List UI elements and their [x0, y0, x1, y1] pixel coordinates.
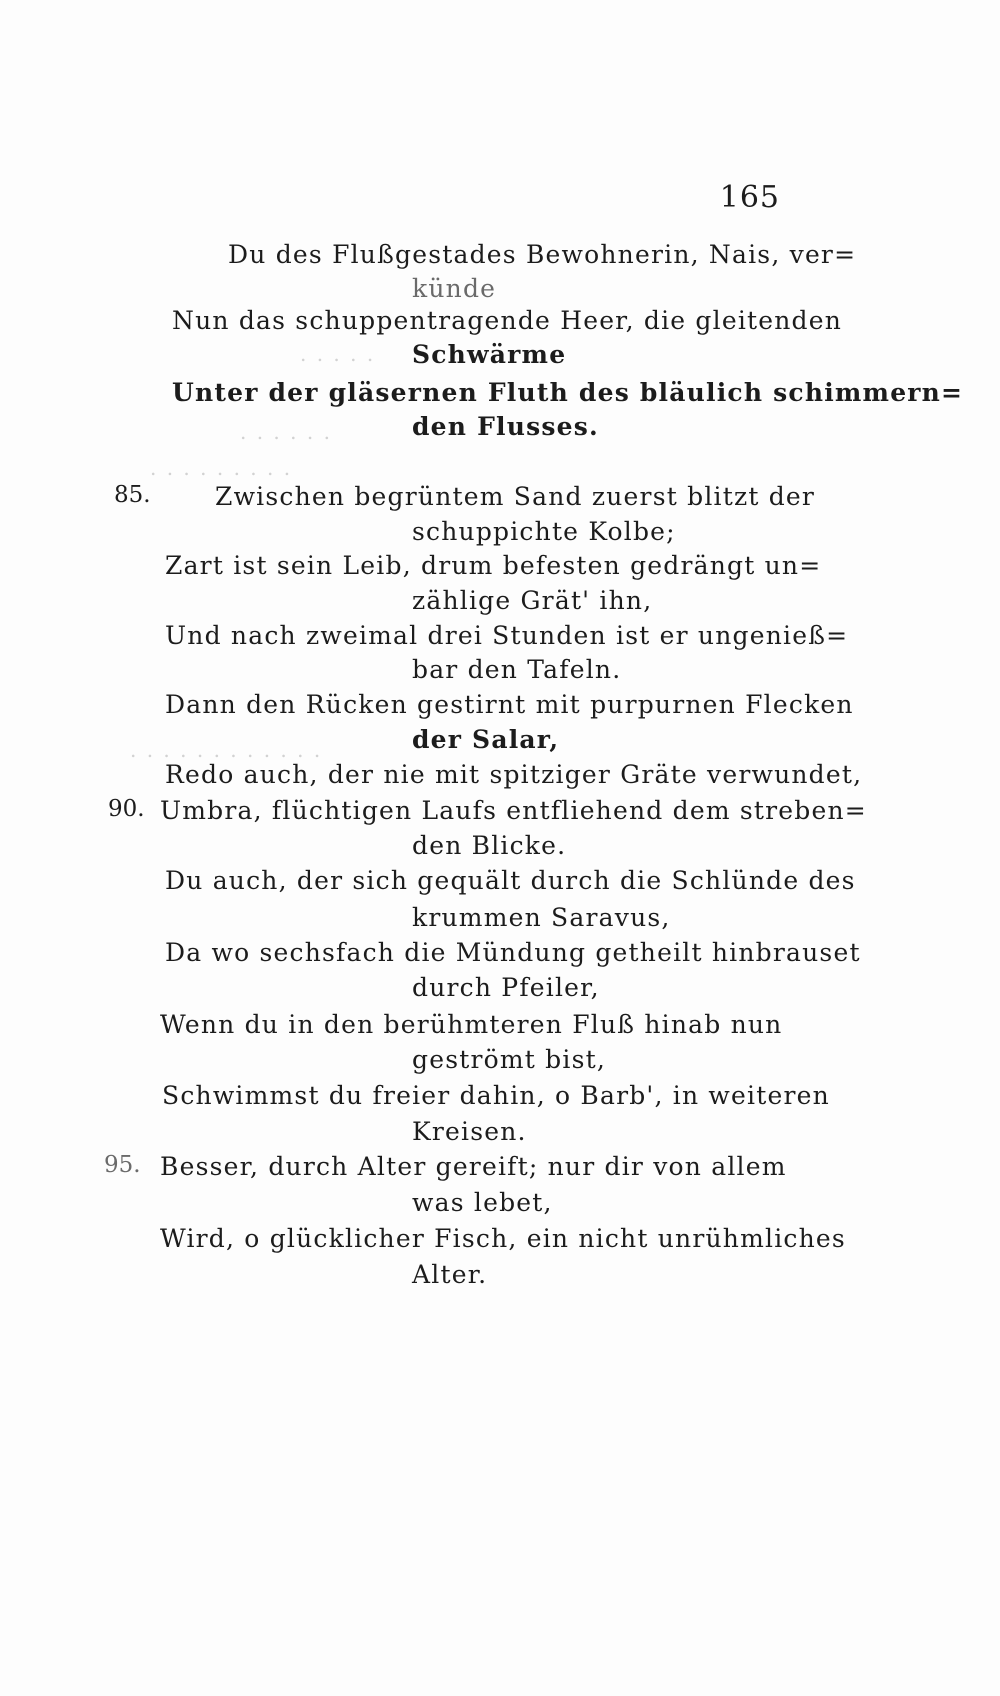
- verse-line: Umbra, flüchtigen Laufs entfliehend dem streben=: [160, 796, 867, 825]
- verse-line: was lebet,: [412, 1188, 553, 1217]
- verse-line: durch Pfeiler,: [412, 973, 600, 1002]
- bleed-through-mark: . . . . . . . . .: [150, 456, 293, 480]
- verse-line: krummen Saravus,: [412, 903, 671, 932]
- bleed-through-mark: . . . . . .: [240, 420, 332, 444]
- verse-line: Da wo sechsfach die Mündung getheilt hinbrauset: [165, 938, 861, 967]
- verse-line: künde: [412, 274, 497, 303]
- verse-line: Wird, o glücklicher Fisch, ein nicht unrühmliches: [160, 1224, 846, 1253]
- verse-line: Alter.: [412, 1260, 488, 1289]
- line-number: 95.: [104, 1152, 141, 1178]
- verse-line: bar den Tafeln.: [412, 655, 622, 684]
- verse-line: Du des Flußgestades Bewohnerin, Nais, ver=: [228, 240, 857, 269]
- verse-line: Besser, durch Alter gereift; nur dir von allem: [160, 1152, 787, 1181]
- verse-line: Schwärme: [412, 340, 567, 369]
- line-number: 85.: [114, 482, 151, 508]
- verse-line: Unter der gläsernen Fluth des bläulich schimmern=: [172, 378, 964, 407]
- page-number: 165: [719, 180, 780, 215]
- verse-line: geströmt bist,: [412, 1045, 606, 1074]
- verse-line: Nun das schuppentragende Heer, die gleitenden: [172, 306, 843, 335]
- verse-line: Dann den Rücken gestirnt mit purpurnen Flecken: [165, 690, 854, 719]
- verse-line: den Flusses.: [412, 412, 599, 441]
- verse-line: schuppichte Kolbe;: [412, 517, 676, 546]
- verse-line: den Blicke.: [412, 831, 567, 860]
- verse-line: Zart ist sein Leib, drum befesten gedrängt un=: [165, 551, 822, 580]
- bleed-through-mark: . . . . . . . . . . . .: [130, 738, 323, 762]
- verse-line: zählige Grät' ihn,: [412, 586, 653, 615]
- verse-line: Und nach zweimal drei Stunden ist er ungenieß=: [165, 621, 849, 650]
- verse-line: Du auch, der sich gequält durch die Schlünde des: [165, 866, 856, 895]
- verse-line: Zwischen begrüntem Sand zuerst blitzt der: [215, 482, 816, 511]
- verse-line: Kreisen.: [412, 1117, 527, 1146]
- verse-line: Redo auch, der nie mit spitziger Gräte verwundet,: [165, 760, 863, 789]
- verse-line: der Salar,: [412, 725, 560, 754]
- line-number: 90.: [108, 796, 145, 822]
- verse-line: Schwimmst du freier dahin, o Barb', in weiteren: [162, 1081, 830, 1110]
- verse-line: Wenn du in den berühmteren Fluß hinab nun: [160, 1010, 783, 1039]
- bleed-through-mark: . . . . .: [300, 342, 376, 366]
